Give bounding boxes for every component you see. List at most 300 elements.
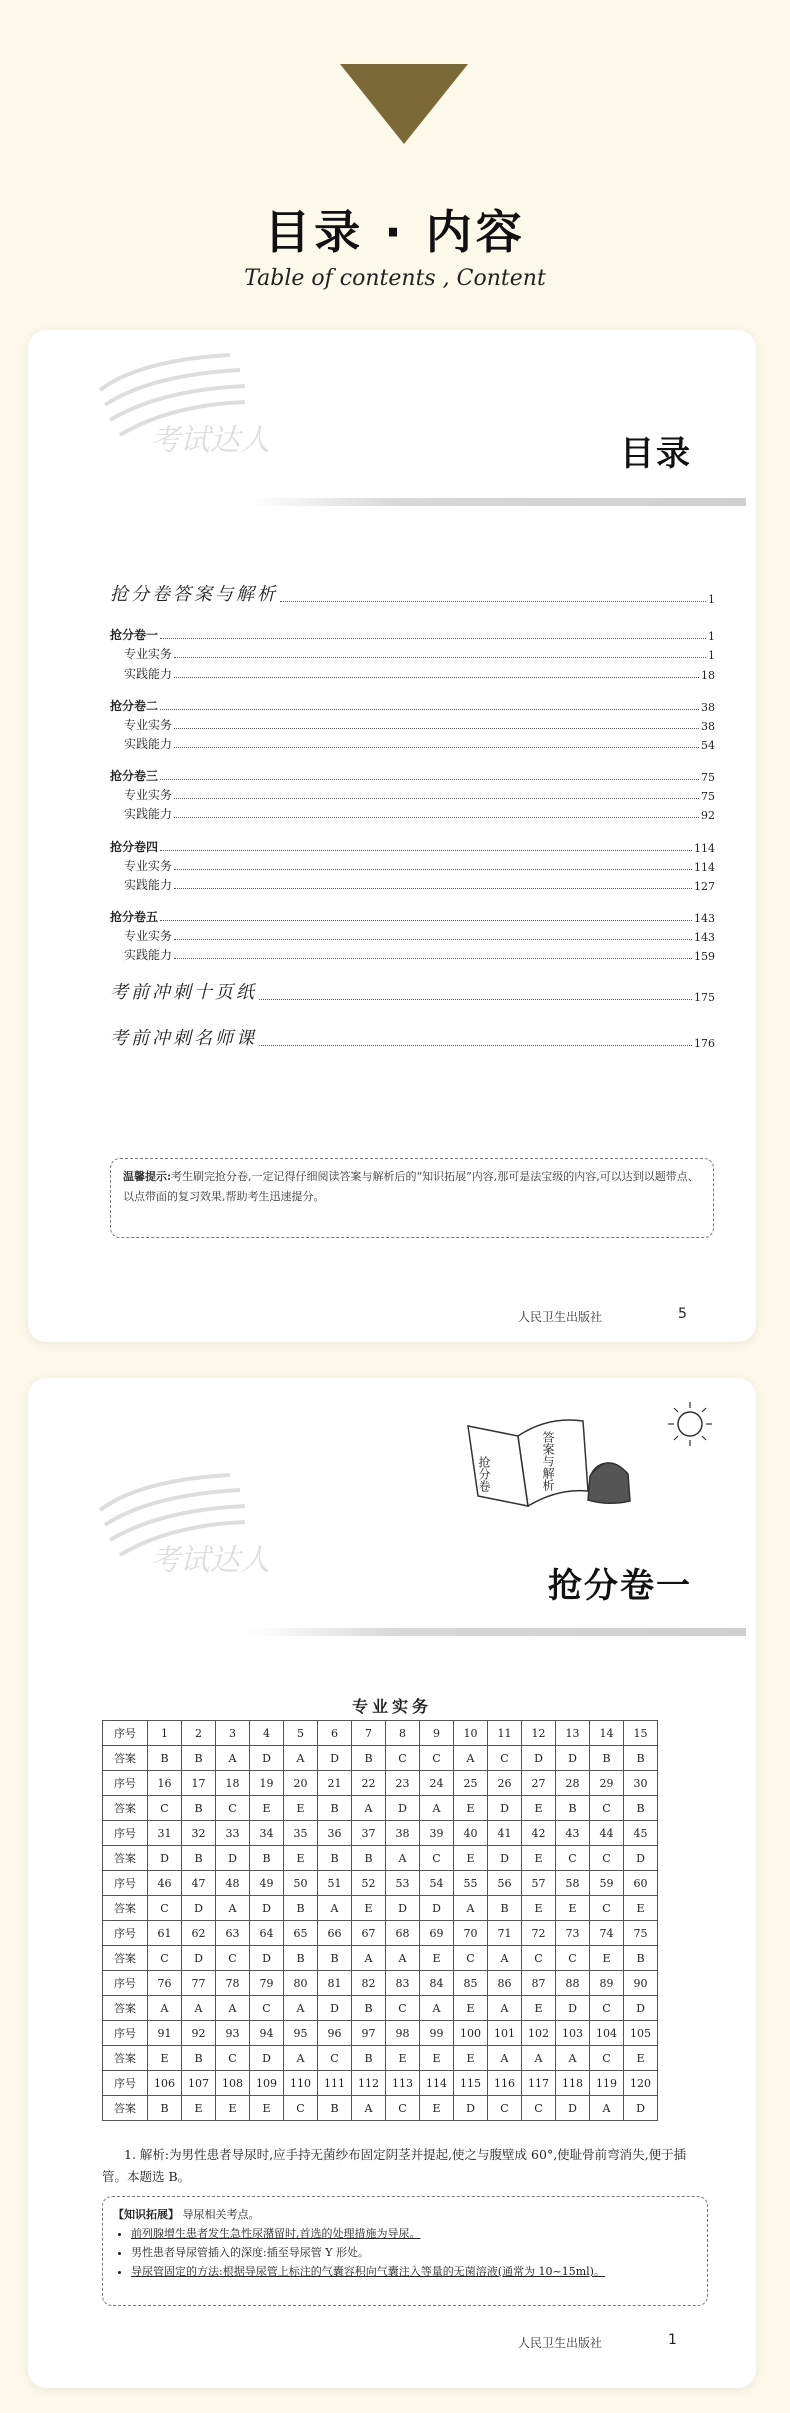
answer-cell: B	[624, 1746, 658, 1771]
answer-cell: B	[318, 1796, 352, 1821]
toc-entry-label: 实践能力	[124, 878, 173, 892]
question-number-cell: 79	[250, 1971, 284, 1996]
toc-card	[28, 330, 756, 1342]
question-number-cell: 34	[250, 1821, 284, 1846]
toc-entry[interactable]	[110, 716, 715, 733]
toc-entry-label: 考前冲刺十页纸	[110, 982, 257, 1003]
question-number-cell: 37	[352, 1821, 386, 1846]
toc-entry-label: 抢分卷一	[110, 628, 159, 642]
row-label: 序号	[103, 1871, 148, 1896]
answer-cell: D	[624, 2096, 658, 2121]
question-number-cell: 22	[352, 1771, 386, 1796]
question-number-cell: 4	[250, 1721, 284, 1746]
answer-cell: D	[182, 1946, 216, 1971]
row-label: 序号	[103, 1971, 148, 1996]
answer-cell: C	[148, 1946, 182, 1971]
answer-cell: D	[624, 1996, 658, 2021]
question-number-cell: 45	[624, 1821, 658, 1846]
answer-cell: B	[182, 1796, 216, 1821]
question-number-cell: 54	[420, 1871, 454, 1896]
answer-cell: C	[522, 2096, 556, 2121]
toc-entry[interactable]	[110, 857, 715, 874]
question-number-cell: 92	[182, 2021, 216, 2046]
question-number-cell: 102	[522, 2021, 556, 2046]
toc-entry[interactable]	[110, 908, 715, 925]
question-number-cell: 116	[488, 2071, 522, 2096]
toc-entry-page: 1	[708, 593, 715, 606]
question-number-cell: 3	[216, 1721, 250, 1746]
toc-entry-label: 专业实务	[124, 647, 173, 661]
toc-entry[interactable]	[110, 805, 715, 822]
question-number-cell: 19	[250, 1771, 284, 1796]
answer-cell: C	[590, 1896, 624, 1921]
leader-dots	[174, 677, 699, 678]
question-number-cell: 21	[318, 1771, 352, 1796]
answer-cell: A	[216, 1996, 250, 2021]
number-row	[103, 1771, 658, 1796]
answer-cell: D	[454, 2096, 488, 2121]
question-number-cell: 114	[420, 2071, 454, 2096]
question-number-cell: 89	[590, 1971, 624, 1996]
leader-dots	[160, 638, 706, 639]
toc-entry-page: 159	[694, 950, 715, 963]
answer-cell: D	[556, 2096, 590, 2121]
answer-cell: B	[250, 1846, 284, 1871]
question-number-cell: 63	[216, 1921, 250, 1946]
answer-cell: D	[182, 1896, 216, 1921]
question-number-cell: 64	[250, 1921, 284, 1946]
question-number-cell: 110	[284, 2071, 318, 2096]
answer-cell: C	[590, 1796, 624, 1821]
answer-cell: E	[284, 1796, 318, 1821]
toc-entry[interactable]	[110, 767, 715, 784]
toc-entry-page: 114	[694, 842, 715, 855]
toc-entry-page: 54	[701, 739, 715, 752]
answer-cell: A	[420, 1996, 454, 2021]
question-number-cell: 42	[522, 1821, 556, 1846]
leader-dots	[280, 601, 706, 602]
question-number-cell: 98	[386, 2021, 420, 2046]
question-number-cell: 105	[624, 2021, 658, 2046]
question-number-cell: 53	[386, 1871, 420, 1896]
question-number-cell: 77	[182, 1971, 216, 1996]
question-number-cell: 112	[352, 2071, 386, 2096]
toc-entry-label: 抢分卷答案与解析	[110, 584, 278, 605]
answer-cell: C	[386, 2096, 420, 2121]
answer-cell: C	[488, 2096, 522, 2121]
leader-dots	[174, 817, 699, 818]
question-number-cell: 73	[556, 1921, 590, 1946]
question-number-cell: 5	[284, 1721, 318, 1746]
answer-cell: D	[250, 1896, 284, 1921]
question-number-cell: 58	[556, 1871, 590, 1896]
question-number-cell: 99	[420, 2021, 454, 2046]
question-number-cell: 95	[284, 2021, 318, 2046]
answer-cell: B	[284, 1946, 318, 1971]
question-number-cell: 86	[488, 1971, 522, 1996]
answer-cell: E	[522, 1996, 556, 2021]
question-number-cell: 9	[420, 1721, 454, 1746]
paper-heading: 抢分卷一	[548, 1566, 692, 1606]
toc-entry-page: 114	[694, 861, 715, 874]
answer-cell: C	[148, 1796, 182, 1821]
question-number-cell: 35	[284, 1821, 318, 1846]
question-number-cell: 119	[590, 2071, 624, 2096]
toc-entry[interactable]	[110, 626, 715, 643]
tip-text: 考生刷完抢分卷,一定记得仔细阅读答案与解析后的“知识拓展”内容,那可是法宝级的内容,可以达到以题带点、以点带面的复习效果,帮助考生迅速提分。	[123, 1170, 699, 1203]
leader-dots	[174, 728, 699, 729]
question-number-cell: 24	[420, 1771, 454, 1796]
row-label: 序号	[103, 1771, 148, 1796]
leader-dots	[160, 779, 699, 780]
answer-cell: C	[148, 1896, 182, 1921]
answer-cell: E	[556, 1896, 590, 1921]
number-row	[103, 1721, 658, 1746]
answer-cell: C	[216, 2046, 250, 2071]
toc-entry[interactable]	[110, 580, 715, 606]
question-number-cell: 11	[488, 1721, 522, 1746]
number-row	[103, 1971, 658, 1996]
question-number-cell: 1	[148, 1721, 182, 1746]
publisher-name: 人民卫生出版社	[518, 2336, 603, 2350]
row-label: 序号	[103, 1821, 148, 1846]
answer-cell: B	[318, 2096, 352, 2121]
row-label: 序号	[103, 1921, 148, 1946]
answer-cell: B	[556, 1796, 590, 1821]
answer-cell: E	[250, 2096, 284, 2121]
question-number-cell: 14	[590, 1721, 624, 1746]
answer-cell: B	[284, 1896, 318, 1921]
row-label: 答案	[103, 1846, 148, 1871]
answer-cell: C	[420, 1746, 454, 1771]
answer-cell: B	[318, 1846, 352, 1871]
toc-heading: 目录	[620, 434, 692, 474]
toc-entry-label: 专业实务	[124, 718, 173, 732]
answer-cell: A	[488, 2046, 522, 2071]
question-number-cell: 66	[318, 1921, 352, 1946]
row-label: 答案	[103, 1796, 148, 1821]
answer-cell: C	[454, 1946, 488, 1971]
answer-cell: C	[216, 1946, 250, 1971]
question-number-cell: 38	[386, 1821, 420, 1846]
number-row	[103, 1871, 658, 1896]
answer-row	[103, 1946, 658, 1971]
toc-entry-page: 38	[701, 701, 715, 714]
toc-entry-page: 75	[701, 790, 715, 803]
question-number-cell: 43	[556, 1821, 590, 1846]
answer-cell: A	[352, 2096, 386, 2121]
answer-cell: D	[556, 1746, 590, 1771]
answer-cell: D	[250, 2046, 284, 2071]
question-number-cell: 96	[318, 2021, 352, 2046]
question-number-cell: 44	[590, 1821, 624, 1846]
answer-cell: D	[488, 1796, 522, 1821]
answer-row	[103, 1746, 658, 1771]
question-number-cell: 30	[624, 1771, 658, 1796]
question-number-cell: 39	[420, 1821, 454, 1846]
answer-cell: A	[420, 1796, 454, 1821]
leader-dots	[259, 1045, 692, 1046]
answer-cell: D	[488, 1846, 522, 1871]
answer-cell: D	[250, 1946, 284, 1971]
toc-entry[interactable]	[110, 1024, 715, 1050]
question-number-cell: 75	[624, 1921, 658, 1946]
toc-entry[interactable]	[110, 838, 715, 855]
leader-dots	[174, 657, 706, 658]
toc-entry-label: 专业实务	[124, 929, 173, 943]
answer-cell: D	[216, 1846, 250, 1871]
row-label: 答案	[103, 1946, 148, 1971]
toc-entry-page: 175	[694, 991, 715, 1004]
answer-cell: C	[522, 1946, 556, 1971]
question-number-cell: 2	[182, 1721, 216, 1746]
question-number-cell: 15	[624, 1721, 658, 1746]
question-number-cell: 68	[386, 1921, 420, 1946]
question-number-cell: 84	[420, 1971, 454, 1996]
row-label: 答案	[103, 1896, 148, 1921]
answer-cell: B	[624, 1796, 658, 1821]
question-number-cell: 17	[182, 1771, 216, 1796]
paper-card	[28, 1378, 756, 2388]
question-number-cell: 31	[148, 1821, 182, 1846]
answer-cell: B	[488, 1896, 522, 1921]
question-number-cell: 67	[352, 1921, 386, 1946]
answer-cell: D	[318, 1996, 352, 2021]
question-number-cell: 52	[352, 1871, 386, 1896]
question-number-cell: 26	[488, 1771, 522, 1796]
wing-logo-icon	[80, 350, 290, 460]
row-label: 序号	[103, 2071, 148, 2096]
answer-cell: A	[454, 1746, 488, 1771]
answer-cell: C	[556, 1946, 590, 1971]
question-number-cell: 59	[590, 1871, 624, 1896]
question-number-cell: 71	[488, 1921, 522, 1946]
number-row	[103, 1921, 658, 1946]
ext-item: • 前列腺增生患者发生急性尿潴留时,首选的处理措施为导尿。	[131, 2224, 697, 2243]
question-number-cell: 57	[522, 1871, 556, 1896]
answer-cell: A	[488, 1996, 522, 2021]
row-label: 序号	[103, 1721, 148, 1746]
answer-cell: A	[488, 1946, 522, 1971]
toc-entry-page: 92	[701, 809, 715, 822]
question-number-cell: 50	[284, 1871, 318, 1896]
answer-cell: A	[352, 1796, 386, 1821]
question-number-cell: 60	[624, 1871, 658, 1896]
question-number-cell: 101	[488, 2021, 522, 2046]
answer-cell: C	[590, 1996, 624, 2021]
question-number-cell: 32	[182, 1821, 216, 1846]
toc-entry[interactable]	[110, 786, 715, 803]
leader-dots	[174, 798, 699, 799]
leader-dots	[259, 999, 692, 1000]
answer-cell: D	[318, 1746, 352, 1771]
question-number-cell: 16	[148, 1771, 182, 1796]
book-right-text: 答案与解析	[541, 1431, 555, 1491]
leader-dots	[174, 888, 692, 889]
question-number-cell: 6	[318, 1721, 352, 1746]
question-number-cell: 55	[454, 1871, 488, 1896]
question-number-cell: 97	[352, 2021, 386, 2046]
ext-title: 【知识拓展】	[113, 2208, 179, 2221]
toc-entry[interactable]	[110, 927, 715, 944]
toc-entry[interactable]	[110, 665, 715, 682]
toc-entry-label: 实践能力	[124, 667, 173, 681]
question-number-cell: 20	[284, 1771, 318, 1796]
question-number-cell: 65	[284, 1921, 318, 1946]
question-number-cell: 115	[454, 2071, 488, 2096]
leader-dots	[174, 939, 692, 940]
answer-cell: C	[488, 1746, 522, 1771]
question-number-cell: 70	[454, 1921, 488, 1946]
answer-cell: E	[148, 2046, 182, 2071]
leader-dots	[160, 920, 692, 921]
question-number-cell: 25	[454, 1771, 488, 1796]
answer-cell: A	[352, 1946, 386, 1971]
answer-table	[102, 1720, 658, 2121]
question-number-cell: 106	[148, 2071, 182, 2096]
answer-cell: B	[318, 1946, 352, 1971]
toc-entry-label: 实践能力	[124, 807, 173, 821]
toc-entry[interactable]	[110, 876, 715, 893]
toc-entry[interactable]	[110, 946, 715, 963]
answer-cell: C	[590, 1846, 624, 1871]
row-label: 答案	[103, 2046, 148, 2071]
answer-cell: A	[284, 2046, 318, 2071]
question-number-cell: 41	[488, 1821, 522, 1846]
question-number-cell: 28	[556, 1771, 590, 1796]
question-number-cell: 109	[250, 2071, 284, 2096]
answer-cell: B	[624, 1946, 658, 1971]
answer-cell: A	[522, 2046, 556, 2071]
answer-cell: D	[250, 1746, 284, 1771]
answer-cell: A	[182, 1996, 216, 2021]
toc-entry-label: 专业实务	[124, 788, 173, 802]
answer-cell: D	[148, 1846, 182, 1871]
question-number-cell: 88	[556, 1971, 590, 1996]
toc-entry[interactable]	[110, 735, 715, 752]
question-number-cell: 36	[318, 1821, 352, 1846]
answer-cell: D	[522, 1746, 556, 1771]
toc-entry[interactable]	[110, 645, 715, 662]
toc-entry-label: 专业实务	[124, 859, 173, 873]
question-number-cell: 90	[624, 1971, 658, 1996]
row-label: 答案	[103, 1746, 148, 1771]
question-number-cell: 100	[454, 2021, 488, 2046]
question-number-cell: 56	[488, 1871, 522, 1896]
answer-cell: E	[216, 2096, 250, 2121]
question-number-cell: 61	[148, 1921, 182, 1946]
question-number-cell: 49	[250, 1871, 284, 1896]
page-subtitle: Table of contents , Content	[244, 266, 546, 291]
leader-dots	[160, 850, 692, 851]
answer-cell: D	[386, 1796, 420, 1821]
answer-cell: A	[216, 1746, 250, 1771]
question-number-cell: 74	[590, 1921, 624, 1946]
toc-entry[interactable]	[110, 697, 715, 714]
logo-text: 考试达人	[150, 1543, 270, 1578]
answer-cell: E	[522, 1896, 556, 1921]
toc-entry-label: 抢分卷二	[110, 699, 159, 713]
question-number-cell: 46	[148, 1871, 182, 1896]
toc-entry-label: 抢分卷五	[110, 910, 159, 924]
answer-cell: B	[148, 2096, 182, 2121]
number-row	[103, 2021, 658, 2046]
answer-cell: B	[352, 1746, 386, 1771]
answer-cell: E	[454, 1846, 488, 1871]
logo-text: 考试达人	[150, 423, 270, 458]
question-number-cell: 94	[250, 2021, 284, 2046]
answer-cell: E	[420, 1946, 454, 1971]
answer-cell: E	[352, 1896, 386, 1921]
answer-cell: C	[386, 1996, 420, 2021]
decorative-triangle	[340, 64, 468, 144]
page-number: 5	[678, 1306, 687, 1322]
answer-cell: A	[454, 1896, 488, 1921]
tip-label: 温馨提示:	[123, 1170, 172, 1183]
leader-dots	[160, 709, 699, 710]
answer-cell: E	[624, 2046, 658, 2071]
toc-entry-page: 127	[694, 880, 715, 893]
question-number-cell: 81	[318, 1971, 352, 1996]
question-number-cell: 27	[522, 1771, 556, 1796]
question-number-cell: 120	[624, 2071, 658, 2096]
question-number-cell: 40	[454, 1821, 488, 1846]
answer-cell: B	[590, 1746, 624, 1771]
answer-cell: B	[182, 2046, 216, 2071]
divider	[248, 498, 746, 506]
toc-entry-page: 18	[701, 669, 715, 682]
toc-entry[interactable]	[110, 978, 715, 1004]
toc-entry-page: 1	[708, 630, 715, 643]
toc-entry-page: 1	[708, 649, 715, 662]
answer-cell: E	[420, 2046, 454, 2071]
wing-logo-icon	[80, 1470, 290, 1580]
toc-entry-page: 75	[701, 771, 715, 784]
question-number-cell: 76	[148, 1971, 182, 1996]
page-number: 1	[668, 2332, 677, 2348]
answer-cell: B	[352, 2046, 386, 2071]
answer-cell: A	[386, 1946, 420, 1971]
question-number-cell: 72	[522, 1921, 556, 1946]
ext-intro: 导尿相关考点。	[182, 2208, 260, 2221]
answer-cell: B	[352, 1846, 386, 1871]
toc-entry-label: 实践能力	[124, 948, 173, 962]
book-left-text: 抢分卷	[477, 1456, 491, 1492]
answer-cell: E	[182, 2096, 216, 2121]
question-number-cell: 7	[352, 1721, 386, 1746]
answer-cell: B	[148, 1746, 182, 1771]
answer-cell: D	[420, 1896, 454, 1921]
answer-cell: E	[284, 1846, 318, 1871]
question-number-cell: 82	[352, 1971, 386, 1996]
question-number-cell: 12	[522, 1721, 556, 1746]
question-number-cell: 103	[556, 2021, 590, 2046]
answer-cell: B	[182, 1746, 216, 1771]
answer-cell: C	[250, 1996, 284, 2021]
answer-cell: E	[386, 2046, 420, 2071]
question-number-cell: 117	[522, 2071, 556, 2096]
row-label: 答案	[103, 1996, 148, 2021]
question-number-cell: 23	[386, 1771, 420, 1796]
answer-cell: E	[454, 1996, 488, 2021]
question-number-cell: 51	[318, 1871, 352, 1896]
knowledge-extension-box	[102, 2196, 708, 2306]
answer-cell: E	[454, 1796, 488, 1821]
toc-entry-label: 抢分卷三	[110, 769, 159, 783]
ext-item: • 男性患者导尿管插入的深度:插至导尿管 Y 形处。	[131, 2243, 697, 2262]
answer-row	[103, 1796, 658, 1821]
answer-cell: E	[590, 1946, 624, 1971]
